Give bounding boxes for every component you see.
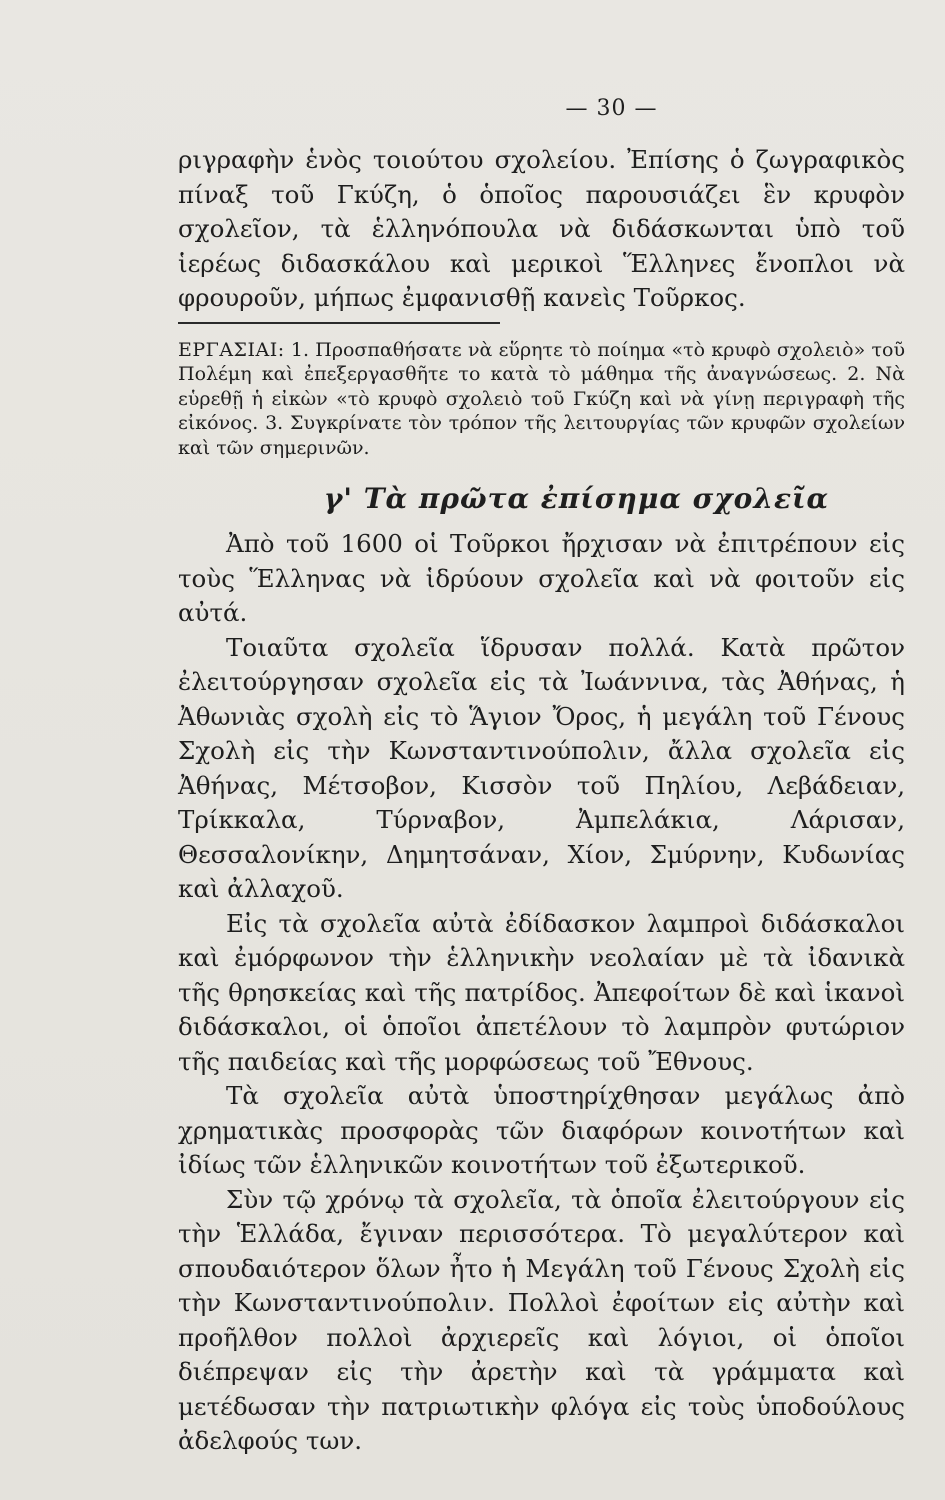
body-paragraph: Τὰ σχολεῖα αὐτὰ ὑποστηρίχθησαν μεγάλως ἀπὸ χρηματικὰς προσφορὰς τῶν διαφόρων κοινοτήτων καὶ ἰδίως τῶν ἑλληνικῶν κοινοτήτων τοῦ ἐξωτερικοῦ.	[178, 1081, 905, 1179]
exercises-block	[178, 338, 905, 461]
intro-paragraph: ριγραφὴν ἑνὸς τοιούτου σχολείου. Ἐπίσης ὁ ζωγραφικὸς πίναξ τοῦ Γκύζη, ὁ ὁποῖος παρουσιάζει ἓν κρυφὸν σχολεῖον, τὰ ἑλληνόπουλα νὰ διδάσκωνται ὑπὸ τοῦ ἱερέως διδασκάλου καὶ μερικοὶ Ἕλληνες ἔνοπλοι νὰ φρουροῦν, μήπως ἐμφανισθῇ κανεὶς Τοῦρκος.	[178, 145, 905, 312]
body-paragraph: Ἀπὸ τοῦ 1600 οἱ Τοῦρκοι ἤρχισαν νὰ ἐπιτρέπουν εἰς τοὺς Ἕλληνας νὰ ἱδρύουν σχολεῖα καὶ νὰ φοιτοῦν εἰς αὐτά.	[178, 529, 905, 627]
exercises-text: 1. Προσπαθήσατε νὰ εὕρητε τὸ ποίημα «τὸ κρυφὸ σχολειὸ» τοῦ Πολέμη καὶ ἐπεξεργασθῆτε το κατὰ τὸ μάθημα τῆς ἀναγνώσεως. 2. Νὰ εὑρεθῇ ἡ εἰκὼν «τὸ κρυφὸ σχολειὸ τοῦ Γκύζη καὶ νὰ γίνῃ περιγραφὴ τῆς εἰκόνος. 3. Συγκρίνατε τὸν τρόπον τῆς λειτουργίας τῶν κρυφῶν σχολείων καὶ τῶν σημερινῶν.	[178, 338, 905, 459]
page-number: — 30 —	[565, 96, 658, 121]
section-heading: γ' Τὰ πρῶτα ἐπίσημα σχολεῖα	[323, 482, 830, 515]
body-paragraph: Τοιαῦτα σχολεῖα ἵδρυσαν πολλά. Κατὰ πρῶτον ἐλειτούργησαν σχολεῖα εἰς τὰ Ἰωάννινα, τὰς Ἀθήνας, ἡ Ἀθωνιὰς σχολὴ εἰς τὸ Ἅγιον Ὄρος, ἡ μεγάλη τοῦ Γένους Σχολὴ εἰς τὴν Κωνσταντινούπολιν, ἄλλα σχολεῖα εἰς Ἀθήνας, Μέτσοβον, Κισσὸν τοῦ Πηλίου, Λεβάδειαν, Τρίκκαλα, Τύρναβον, Ἀμπελάκια, Λάρισαν, Θεσσαλονίκην, Δημητσάναν, Χίον, Σμύρνην, Κυδωνίας καὶ ἀλλαχοῦ.	[178, 632, 905, 903]
body-paragraph: Εἰς τὰ σχολεῖα αὐτὰ ἐδίδασκον λαμπροὶ διδάσκαλοι καὶ ἐμόρφωνον τὴν ἑλληνικὴν νεολαίαν μὲ τὰ ἰδανικὰ τῆς θρησκείας καὶ τῆς πατρίδος. Ἀπεφοίτων δὲ καὶ ἱκανοὶ διδάσκαλοι, οἱ ὁποῖοι ἀπετέλουν τὸ λαμπρὸν φυτώριον τῆς παιδείας καὶ τῆς μορφώσεως τοῦ Ἔθνους.	[178, 908, 905, 1076]
exercises-label: ΕΡΓΑΣΙΑΙ:	[178, 338, 285, 361]
section-divider-rule	[178, 322, 500, 324]
body-paragraph: Σὺν τῷ χρόνῳ τὰ σχολεῖα, τὰ ὁποῖα ἐλειτούργουν εἰς τὴν Ἑλλάδα, ἔγιναν περισσότερα. Τὸ μεγαλύτερον καὶ σπουδαιότερον ὅλων ἦτο ἡ Μεγάλη τοῦ Γένους Σχολὴ εἰς τὴν Κωνσταντινούπολιν. Πολλοὶ ἐφοίτων εἰς αὐτὴν καὶ προῆλθον πολλοὶ ἀρχιερεῖς καὶ λόγιοι, οἱ ὁποῖοι διέπρεψαν εἰς τὴν ἀρετὴν καὶ τὰ γράμματα καὶ μετέδωσαν τὴν πατριωτικὴν φλόγα εἰς τοὺς ὑποδούλους ἀδελφούς των.	[178, 1184, 905, 1455]
